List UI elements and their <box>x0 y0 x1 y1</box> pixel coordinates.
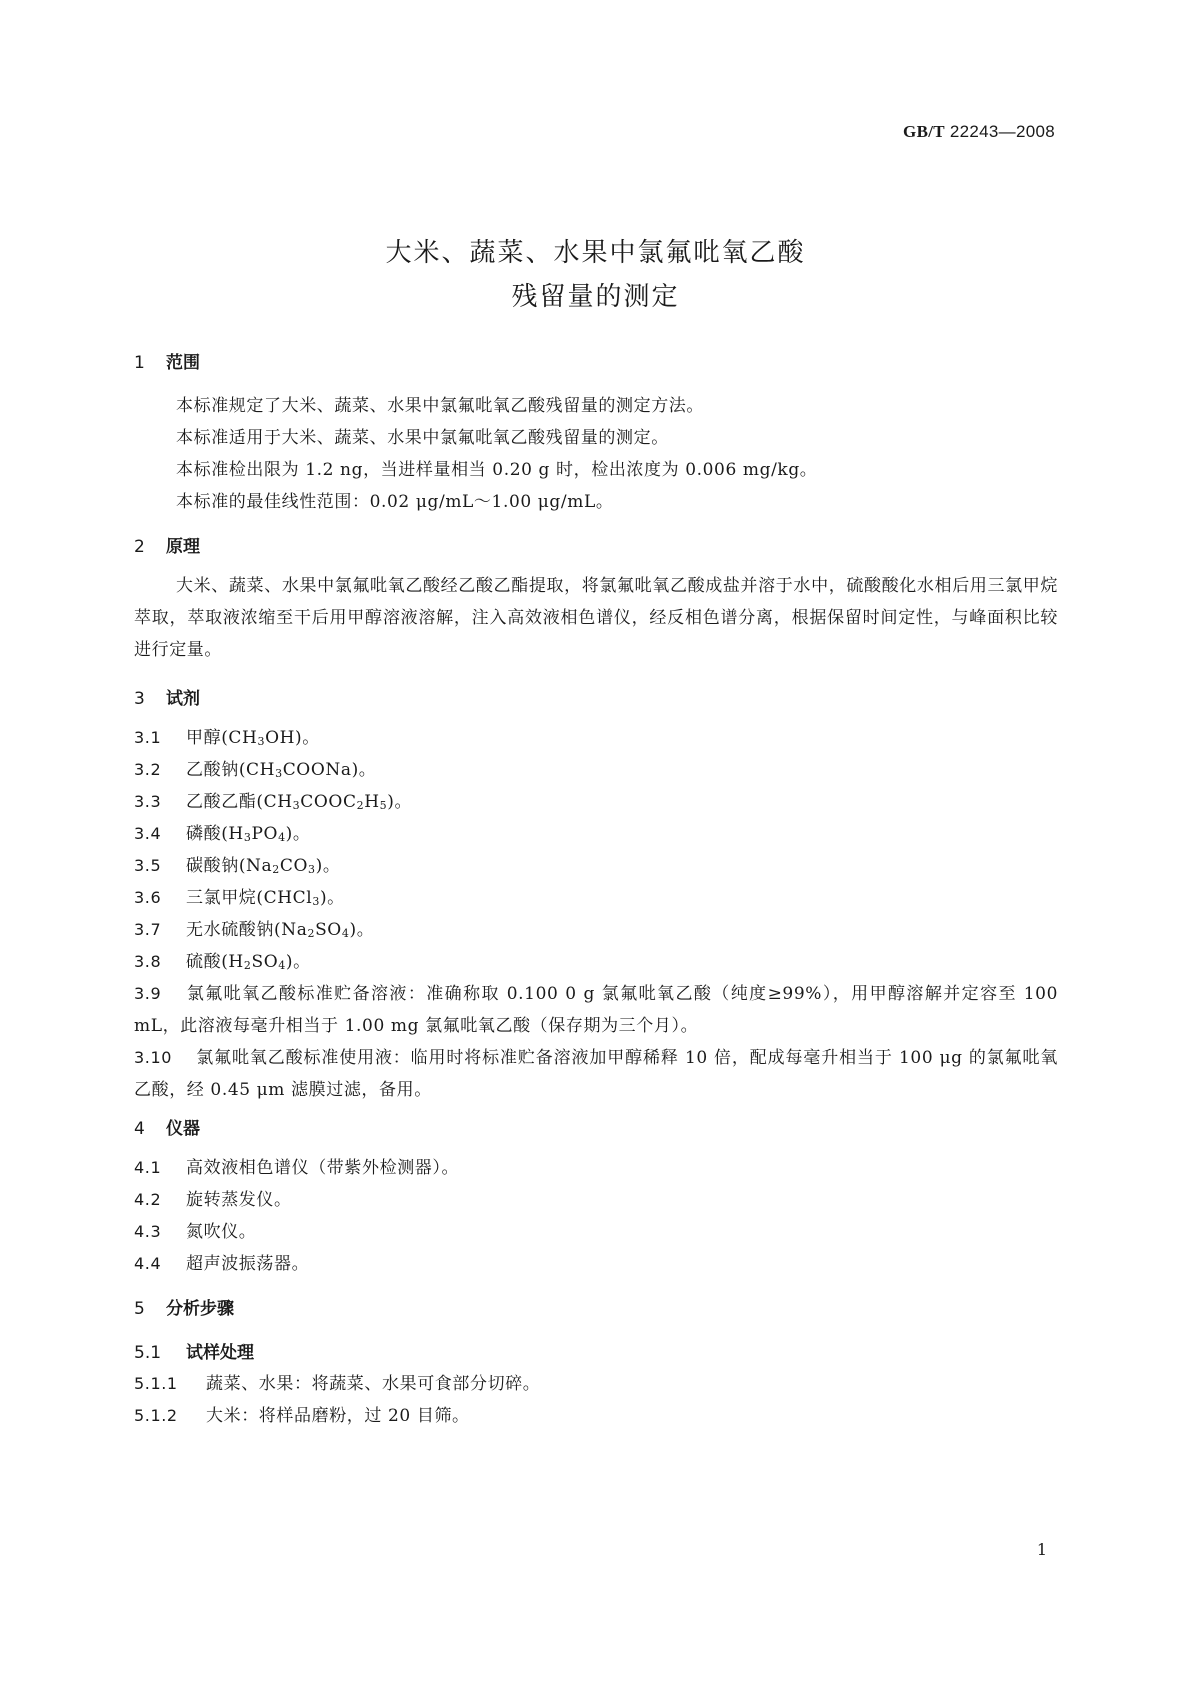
item-number: 5.1.2 <box>134 1406 178 1425</box>
instrument-item <box>134 1248 1058 1280</box>
reagent-item <box>134 754 1058 790</box>
section-title: 原理 <box>166 537 200 557</box>
paragraph: 本标准的最佳线性范围：0.02 μg/mL～1.00 μg/mL。 <box>176 492 614 512</box>
reagent-item <box>134 882 1058 918</box>
item-text: 超声波振荡器。 <box>186 1254 310 1274</box>
item-number: 3.3 <box>134 792 162 811</box>
paragraph: 本标准检出限为 1.2 ng，当进样量相当 0.20 g 时，检出浓度为 0.006 mg/kg。 <box>176 460 818 480</box>
section-title: 仪器 <box>166 1119 200 1139</box>
section-title: 试剂 <box>166 689 200 709</box>
item-number: 5.1.1 <box>134 1374 178 1393</box>
item-number: 3.6 <box>134 888 162 907</box>
item-number: 4.3 <box>134 1222 162 1241</box>
reagent-name: 无水硫酸钠 <box>186 920 274 940</box>
item-number: 3.10 <box>134 1048 173 1067</box>
section-number: 4 <box>134 1119 145 1139</box>
formula: $(CH_3COONa)$。 <box>238 760 377 780</box>
instrument-item <box>134 1216 1058 1248</box>
reagent-item <box>134 722 1058 758</box>
section-3-heading <box>134 684 200 709</box>
item-number: 3.2 <box>134 760 162 779</box>
standard-number <box>903 122 1055 142</box>
reagent-item <box>134 850 1058 886</box>
section-5-heading <box>134 1294 234 1319</box>
reagent-name: 甲醇 <box>186 728 222 748</box>
reagent-item <box>134 978 1058 1042</box>
item-number: 3.1 <box>134 728 162 747</box>
item-text: 大米：将样品磨粉，过 20 目筛。 <box>206 1406 470 1426</box>
item-number: 4.1 <box>134 1158 162 1177</box>
formula: $(Na_2SO_4)$。 <box>274 920 375 940</box>
page-number: 1 <box>1036 1540 1047 1559</box>
reagent-name: 碳酸钠 <box>186 856 239 876</box>
subsection-number: 5.1 <box>134 1343 162 1363</box>
item-number: 3.9 <box>134 984 162 1003</box>
reagent-name: 磷酸 <box>186 824 222 844</box>
instrument-item <box>134 1152 1058 1184</box>
procedure-item <box>134 1368 1058 1400</box>
formula: $(CH_3COOC_2H_5)$。 <box>256 792 413 812</box>
paragraph: 本标准规定了大米、蔬菜、水果中氯氟吡氧乙酸残留量的测定方法。 <box>176 396 704 416</box>
reagent-item <box>134 786 1058 822</box>
paragraph: 本标准适用于大米、蔬菜、水果中氯氟吡氧乙酸残留量的测定。 <box>176 428 669 448</box>
section-4-heading <box>134 1114 200 1139</box>
item-text: 氯氟吡氧乙酸标准使用液：临用时将标准贮备溶液加甲醇稀释 10 倍，配成每毫升相当于 100 μg 的氯氟吡氧乙酸，经 0.45 μm 滤膜过滤，备用。 <box>134 1048 1058 1100</box>
reagent-item <box>134 946 1058 982</box>
formula: $(CH_3OH)$。 <box>221 728 320 748</box>
reagent-item <box>134 914 1058 950</box>
procedure-item <box>134 1400 1058 1432</box>
item-number: 3.8 <box>134 952 162 971</box>
item-number: 3.5 <box>134 856 162 875</box>
item-number: 3.4 <box>134 824 162 843</box>
document-title-line-2: 残留量的测定 <box>511 282 680 312</box>
item-number: 4.4 <box>134 1254 162 1273</box>
item-text: 旋转蒸发仪。 <box>186 1190 292 1210</box>
reagent-name: 乙酸钠 <box>186 760 239 780</box>
reagent-name: 乙酸乙酯 <box>186 792 257 812</box>
formula: (CHCl$_3$)。 <box>256 888 345 908</box>
item-text: 蔬菜、水果：将蔬菜、水果可食部分切碎。 <box>206 1374 541 1394</box>
section-2-heading <box>134 532 200 557</box>
principle-paragraph: 大米、蔬菜、水果中氯氟吡氧乙酸经乙酸乙酯提取，将氯氟吡氧乙酸成盐并溶于水中，硫酸酸化水相后用三氯甲烷萃取，萃取液浓缩至干后用甲醇溶液溶解，注入高效液相色谱仪，经反相色谱分离，根据保留时间定性，与峰面积比较进行定量。 <box>134 576 1058 660</box>
item-number: 3.7 <box>134 920 162 939</box>
item-text: 高效液相色谱仪（带紫外检测器）。 <box>186 1158 460 1178</box>
section-1-heading <box>134 348 200 373</box>
formula: $(H_2SO_4)$。 <box>221 952 311 972</box>
subsection-5-1-heading <box>134 1338 254 1363</box>
document-title-line-1: 大米、蔬菜、水果中氯氟吡氧乙酸 <box>385 238 806 268</box>
subsection-title: 试样处理 <box>186 1343 254 1363</box>
section-number: 5 <box>134 1299 145 1319</box>
item-text: 氮吹仪。 <box>186 1222 257 1242</box>
reagent-item <box>134 1042 1058 1106</box>
section-title: 范围 <box>166 353 200 373</box>
item-text: 氯氟吡氧乙酸标准贮备溶液：准确称取 0.100 0 g 氯氟吡氧乙酸（纯度≥99%），用甲醇溶解并定容至 100 mL，此溶液每毫升相当于 1.00 mg 氯氟吡氧乙酸（保存期为三个月）。 <box>134 984 1058 1036</box>
section-number: 2 <box>134 537 145 557</box>
reagent-name: 硫酸 <box>186 952 222 972</box>
item-number: 4.2 <box>134 1190 162 1209</box>
reagent-name: 三氯甲烷 <box>186 888 257 908</box>
formula: $(Na_2CO_3)$。 <box>238 856 341 876</box>
section-title: 分析步骤 <box>166 1299 234 1319</box>
reagent-item <box>134 818 1058 854</box>
formula: $(H_3PO_4)$。 <box>221 824 311 844</box>
section-number: 3 <box>134 689 145 709</box>
instrument-item <box>134 1184 1058 1216</box>
standard-prefix: GB/T <box>903 122 945 141</box>
standard-code: 22243—2008 <box>949 122 1055 141</box>
section-number: 1 <box>134 353 145 373</box>
